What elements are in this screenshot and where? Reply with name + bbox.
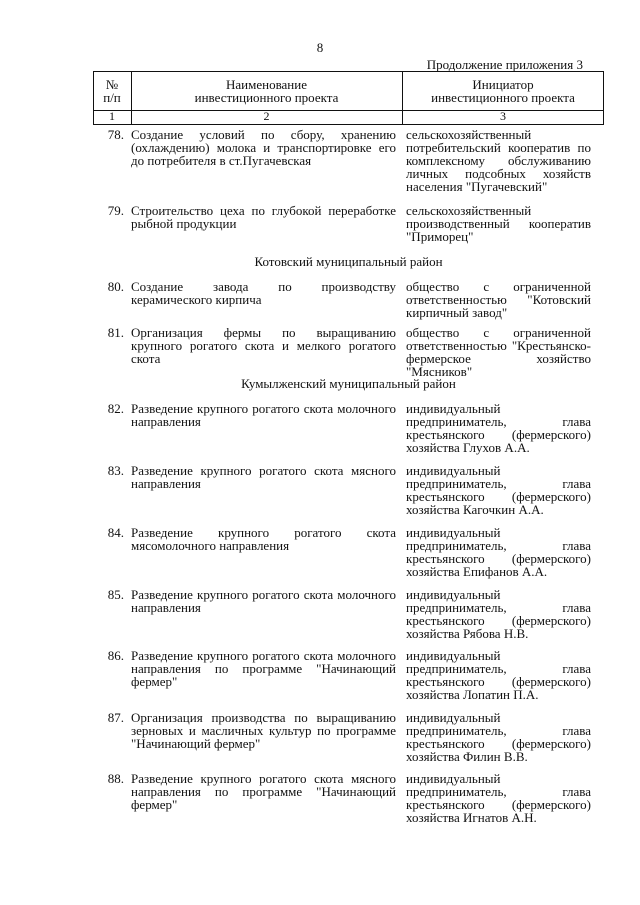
continuation-label: Продолжение приложения 3 (426, 57, 583, 72)
row-number: 87. (107, 710, 124, 725)
table-header (93, 71, 604, 111)
row-number: 80. (107, 279, 124, 294)
project-initiator: индивидуальный предприниматель, глава крестьянского (фермерского) хозяйства Глухов А.А. (406, 401, 591, 455)
row-number: 82. (107, 401, 124, 416)
row-number: 78. (107, 127, 124, 142)
header-number: № п/п (103, 77, 121, 105)
project-initiator: индивидуальный предприниматель, глава крестьянского (фермерского) хозяйства Лопатин П.А. (406, 648, 591, 702)
project-name: Организация производства по выращиванию зерновых и масличных культур по программе "Начинающий фермер" (131, 710, 396, 751)
column-number-1: 1 (109, 109, 115, 123)
project-name: Разведение крупного рогатого скота молочного направления (131, 587, 396, 615)
project-name: Создание условий по сбору, хранению (охлаждению) молока и транспортировке его до потребителя в ст.Пугачевская (131, 127, 396, 168)
row-number: 81. (107, 325, 124, 340)
header-project: Наименование инвестиционного проекта (194, 77, 339, 105)
table-border-left (93, 71, 94, 125)
column-number-2: 2 (263, 109, 270, 123)
project-name: Разведение крупного рогатого скота молочного направления по программе "Начинающий фермер" (131, 648, 396, 689)
project-name: Создание завода по производству керамического кирпича (131, 279, 396, 307)
project-initiator: общество с ограниченной ответственностью "Крестьянско-фермерское хозяйство "Мясников" (406, 325, 591, 379)
project-name: Организация фермы по выращиванию крупного рогатого скота и мелкого рогатого скота (131, 325, 396, 366)
project-name: Строительство цеха по глубокой переработке рыбной продукции (131, 203, 396, 231)
header-initiator: Инициатор инвестиционного проекта (431, 77, 575, 105)
row-number: 86. (107, 648, 124, 663)
district-heading: Котовский муниципальный район (254, 254, 443, 269)
project-initiator: общество с ограниченной ответственностью "Котовский кирпичный завод" (406, 279, 591, 320)
column-number-3: 3 (500, 109, 506, 123)
project-initiator: индивидуальный предприниматель, глава крестьянского (фермерского) хозяйства Игнатов А.Н. (406, 771, 591, 825)
row-number: 79. (107, 203, 124, 218)
table-divider-1 (131, 71, 132, 125)
project-name: Разведение крупного рогатого скота мясного направления по программе "Начинающий фермер" (131, 771, 396, 812)
project-initiator: индивидуальный предприниматель, глава крестьянского (фермерского) хозяйства Кагочкин А.А. (406, 463, 591, 517)
project-initiator: сельскохозяйственный потребительский кооператив по комплексному обслуживанию личных подсобных хозяйств населения "Пугачевский" (406, 127, 591, 194)
district-heading: Кумылженский муниципальный район (241, 376, 456, 391)
project-initiator: индивидуальный предприниматель, глава крестьянского (фермерского) хозяйства Филин В.В. (406, 710, 591, 764)
page-number: 8 (316, 40, 324, 55)
project-name: Разведение крупного рогатого скота мясного направления (131, 463, 396, 491)
table-divider-2 (402, 71, 403, 125)
project-name: Разведение крупного рогатого скота молочного направления (131, 401, 396, 429)
table-border-right (603, 71, 604, 125)
project-initiator: индивидуальный предприниматель, глава крестьянского (фермерского) хозяйства Рябова Н.В. (406, 587, 591, 641)
row-number: 83. (107, 463, 124, 478)
row-number: 84. (107, 525, 124, 540)
column-numbers (93, 109, 604, 125)
row-number: 88. (107, 771, 124, 786)
project-initiator: сельскохозяйственный производственный кооператив "Приморец" (406, 203, 591, 244)
row-number: 85. (107, 587, 124, 602)
project-initiator: индивидуальный предприниматель, глава крестьянского (фермерского) хозяйства Епифанов А.А. (406, 525, 591, 579)
project-name: Разведение крупного рогатого скота мясомолочного направления (131, 525, 396, 553)
